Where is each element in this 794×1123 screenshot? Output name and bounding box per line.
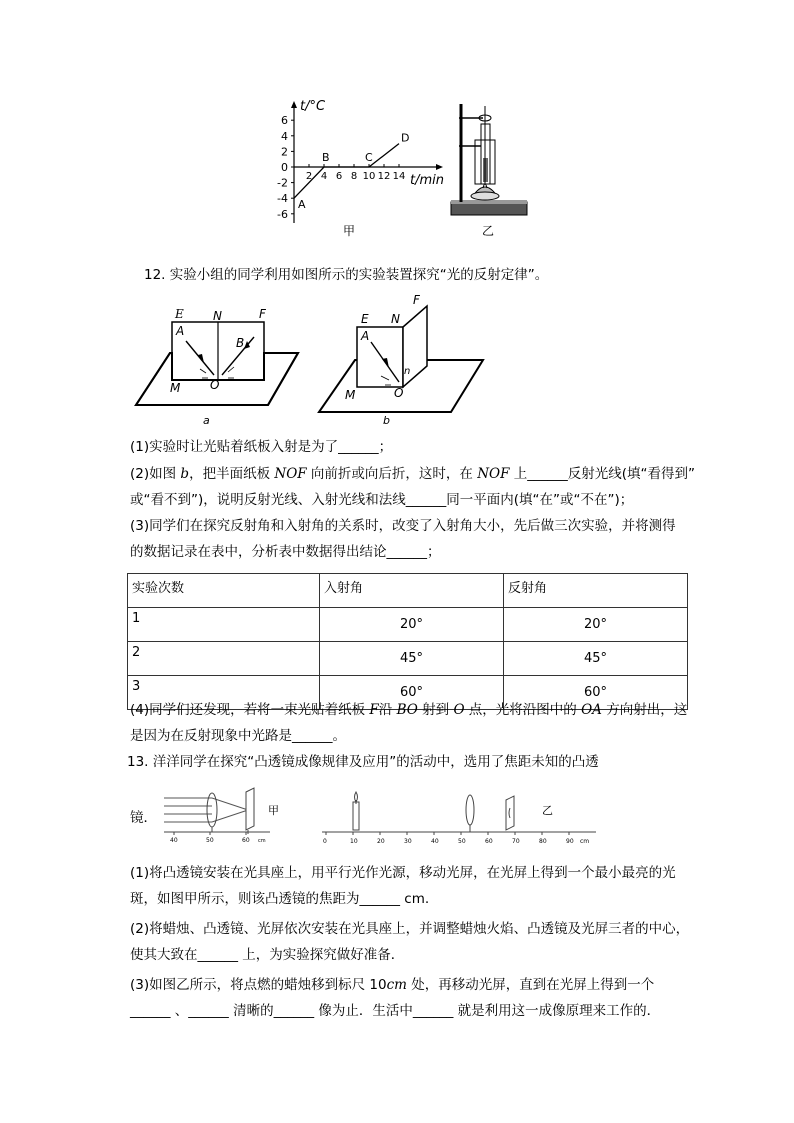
fig-a-label-n: N [213, 309, 222, 323]
optical-bench-figure [318, 786, 608, 846]
apparatus-caption: 乙 [482, 224, 495, 238]
q13-part2-line1: (2)将蜡烛、凸透镜、光屏依次安装在光具座上，并调整蜡烛火焰、凸透镜及光屏三者的中心， [130, 921, 690, 937]
q13-part2-line2: 使其大致在______ 上，为实验探究做好准备． [130, 947, 405, 963]
y-tick-label: 2 [281, 145, 288, 159]
graph-x-axis-label: t/min [410, 173, 444, 188]
fig-a-caption: a [203, 414, 210, 427]
q12-p2-text1: (2)如图 [130, 466, 181, 482]
x-tick-label: 8 [350, 171, 358, 182]
q12-p2-text2: ，把半面纸板 [189, 466, 275, 482]
q12-p2-nof: NOF [274, 466, 307, 482]
table-cell-reflected: 20° [504, 608, 688, 642]
q12-p4-text3: 射到 [417, 702, 454, 718]
table-header-trial: 实验次数 [128, 574, 320, 608]
q12-part4-line1 [130, 700, 687, 720]
q13-title: 13. 洋洋同学在探究“凸透镜成像规律及应用”的活动中，选用了焦距未知的凸透 [127, 754, 599, 770]
fig-b-label-o: O [394, 386, 404, 400]
q12-title: 12. 实验小组的同学利用如图所示的实验装置探究“光的反射定律”。 [144, 267, 549, 283]
q12-part2-line1 [130, 464, 695, 484]
angle-data-table [127, 573, 688, 710]
fig-b-label-n: N [391, 312, 400, 326]
q12-part4-line2: 是因为在反射现象中光路是______。 [130, 728, 346, 744]
x-tick-label: 10 [362, 171, 376, 182]
bench-tick-label: 30 [404, 838, 412, 845]
jia-caption: 甲 [268, 804, 279, 817]
fig-a-label-o: O [210, 378, 220, 392]
q12-p4-text2: 沿 [378, 702, 397, 718]
y-tick-label: 4 [281, 129, 288, 143]
graph-y-axis-label: t/°C [300, 99, 326, 114]
bench-tick-label: 80 [539, 838, 547, 845]
bench-tick-label: 40 [431, 838, 439, 845]
q12-p2-nof2: NOF [477, 466, 510, 482]
table-cell-reflected: 45° [504, 642, 688, 676]
fig-a-label-f: F [259, 307, 266, 321]
x-tick-label: 12 [377, 171, 391, 182]
graph-caption: 甲 [343, 224, 356, 238]
table-row [128, 608, 688, 642]
point-label-a: A [298, 198, 306, 212]
fig-b-label-f: F [413, 293, 420, 307]
q13-p3-text1: (3)如图乙所示，将点燃的蜡烛移到标尺 10 [130, 977, 387, 993]
table-cell-incident: 60° [320, 676, 504, 710]
temperature-time-graph [270, 98, 450, 238]
q12-p4-oa: OA [581, 702, 602, 718]
y-tick-label: -6 [277, 207, 288, 221]
q12-p2-fig-b: b [180, 466, 190, 482]
fig-b-label-m: M [345, 388, 356, 402]
x-tick-label: 14 [392, 171, 406, 182]
table-cell-reflected: 60° [504, 676, 688, 710]
q12-p4-text5: 方向射出，这 [601, 702, 688, 718]
q12-p4-o: O [453, 702, 465, 718]
bench-tick-label: 60 [485, 838, 493, 845]
q13-part1-line2: 斑，如图甲所示，则该凸透镜的焦距为______ cm. [130, 891, 430, 907]
fig-a-label-b: B [236, 336, 245, 350]
y-tick-label: -2 [277, 176, 288, 190]
q12-p4-f: F [369, 702, 379, 718]
q13-p3-text2: 处，再移动光屏，直到在光屏上得到一个 [406, 977, 655, 993]
q12-p2-text3: 向前折或向后折，这时，在 [306, 466, 478, 482]
q12-p4-text4: 点，光将沿图中的 [464, 702, 582, 718]
yi-caption: 乙 [542, 804, 553, 817]
x-tick-label: 4 [320, 171, 328, 182]
q12-p4-bo: BO [396, 702, 418, 718]
table-cell-incident: 45° [320, 642, 504, 676]
point-label-b: B [322, 151, 330, 164]
table-header-row [128, 574, 688, 608]
fig-a-label-e: E [175, 307, 184, 321]
q12-part2-line2: 或“看不到”)，说明反射光线、入射光线和法线______同一平面内(填“在”或“不在”)； [130, 492, 634, 508]
table-cell-trial: 2 [128, 642, 320, 676]
lens-focus-figure [160, 786, 290, 846]
q13-title-cont: 镜． [130, 810, 157, 826]
point-label-d: D [401, 131, 410, 145]
x-tick-label: 2 [305, 171, 313, 182]
fig-b-label-n-lower: n [404, 366, 411, 377]
table-cell-trial: 1 [128, 608, 320, 642]
jia-tick-40: 40 [170, 837, 178, 844]
y-tick-label: 6 [281, 114, 288, 128]
bench-tick-label: 90 [566, 838, 574, 845]
reflection-figure-b [315, 290, 495, 430]
fig-b-label-e: E [361, 312, 369, 326]
fig-a-label-m: M [170, 381, 181, 395]
x-tick-label: 6 [335, 171, 343, 182]
table-cell-incident: 20° [320, 608, 504, 642]
y-tick-label: 0 [281, 161, 288, 174]
q13-part3-line1 [130, 975, 654, 995]
bench-tick-label: 10 [350, 838, 358, 845]
y-tick-label: -4 [277, 192, 288, 206]
jia-tick-cm: cm [258, 838, 266, 844]
q13-part3-line2: ______ 、______ 清晰的______ 像为止．生活中______ 就是利用这一成像原理来工作的． [130, 1003, 661, 1019]
bench-tick-label: 20 [377, 838, 385, 845]
q12-part3-line1: (3)同学们在探究反射角和入射角的关系时，改变了入射角大小，先后做三次实验，并将测得 [130, 518, 676, 534]
table-cell-trial: 3 [128, 676, 320, 710]
q12-p4-text1: (4)同学们还发现，若将一束光贴着纸板 [130, 702, 370, 718]
q12-part1: (1)实验时让光贴着纸板入射是为了______； [130, 439, 393, 455]
fig-a-label-a: A [176, 324, 185, 338]
table-header-incident: 入射角 [320, 574, 504, 608]
heating-apparatus-figure [445, 96, 535, 231]
q12-part3-line2: 的数据记录在表中，分析表中数据得出结论______； [130, 544, 441, 560]
bench-tick-label: 70 [512, 838, 520, 845]
bench-tick-label: cm [580, 838, 590, 845]
q12-p2-text4: 上______反射光线(填“看得到” [509, 466, 696, 482]
q13-p3-cm: cm [386, 977, 407, 993]
reflection-figure-a [130, 305, 305, 430]
fig-b-caption: b [383, 414, 390, 427]
fig-b-label-a: A [361, 329, 370, 343]
bench-tick-label: 0 [323, 838, 327, 845]
point-label-c: C [365, 151, 373, 164]
bench-tick-label: 50 [458, 838, 466, 845]
jia-tick-60: 60 [242, 837, 250, 844]
table-row [128, 642, 688, 676]
q13-part1-line1: (1)将凸透镜安装在光具座上，用平行光作光源，移动光屏，在光屏上得到一个最小最亮的光 [130, 865, 676, 881]
table-header-reflected: 反射角 [504, 574, 688, 608]
jia-tick-50: 50 [206, 837, 214, 844]
